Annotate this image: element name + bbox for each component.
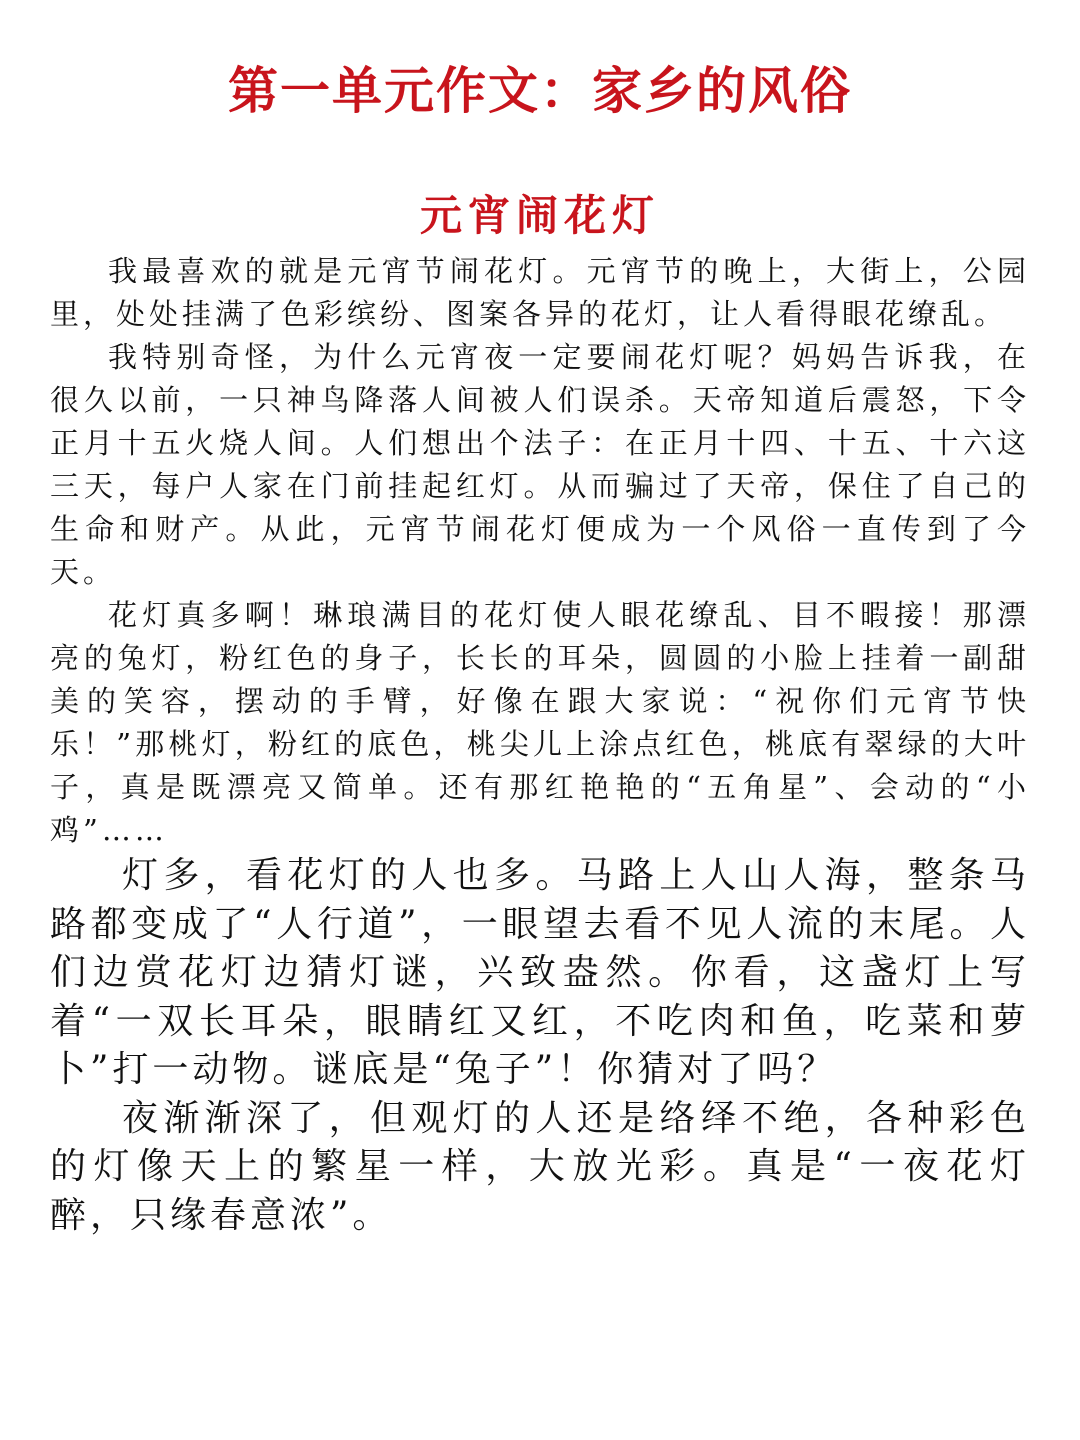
- unit-title: 第一单元作文：家乡的风俗: [228, 62, 852, 120]
- essay-title: 元宵闹花灯: [419, 191, 660, 240]
- paragraph-1: 我最喜欢的就是元宵节闹花灯。元宵节的晚上，大街上，公园里，处处挂满了色彩缤纷、图案各异的花灯，让人看得眼花缭乱。: [50, 254, 1030, 331]
- essay-body: [50, 250, 1030, 1240]
- paragraph-2: 我特别奇怪，为什么元宵夜一定要闹花灯呢？妈妈告诉我，在很久以前，一只神鸟降落人间被人们误杀。天帝知道后震怒，下令正月十五火烧人间。人们想出个法子：在正月十四、十五、十六这三天，每户人家在门前挂起红灯。从而骗过了天帝，保住了自己的生命和财产。从此，元宵节闹花灯便成为一个风俗一直传到了今天。: [50, 340, 1030, 589]
- paragraph-5: 夜渐渐深了，但观灯的人还是络绎不绝，各种彩色的灯像天上的繁星一样，大放光彩。真是“一夜花灯醉，只缘春意浓”。: [50, 1097, 1030, 1236]
- paragraph-4: 灯多，看花灯的人也多。马路上人山人海，整条马路都变成了“人行道”，一眼望去看不见人流的末尾。人们边赏花灯边猜灯谜，兴致盎然。你看，这盏灯上写着“一双长耳朵，眼睛红又红，不吃肉和鱼，吃菜和萝卜”打一动物。谜底是“兔子”！你猜对了吗？: [50, 855, 1030, 1090]
- paragraph-3: 花灯真多啊！琳琅满目的花灯使人眼花缭乱、目不暇接！那漂亮的兔灯，粉红色的身子，长长的耳朵，圆圆的小脸上挂着一副甜美的笑容，摆动的手臂，好像在跟大家说：“祝你们元宵节快乐！”那桃灯，粉红的底色，桃尖儿上涂点红色，桃底有翠绿的大叶子，真是既漂亮又简单。还有那红艳艳的“五角星”、会动的“小鸡”……: [50, 598, 1030, 847]
